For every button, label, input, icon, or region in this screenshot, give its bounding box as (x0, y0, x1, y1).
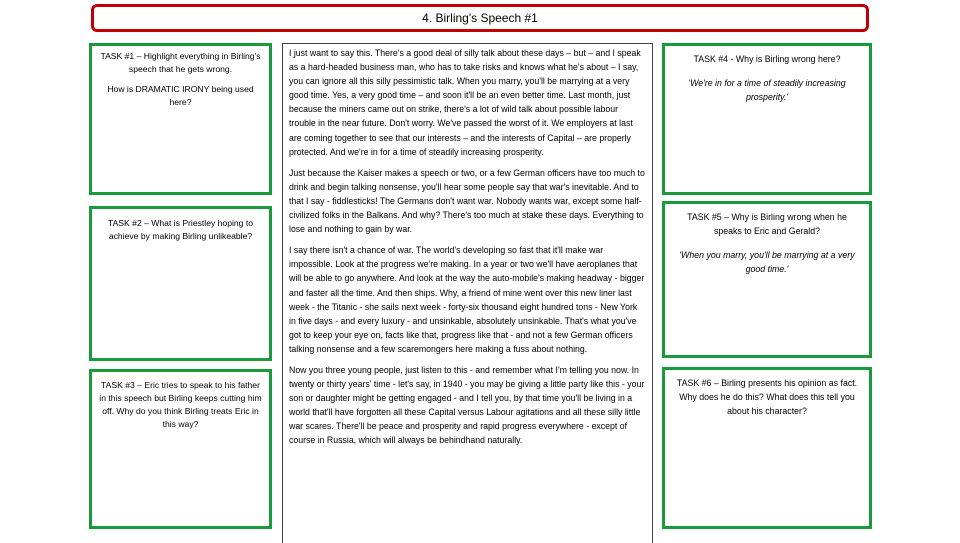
speech-paragraph-3: I say there isn't a chance of war. The world's developing so fast that it'll make war impossible. Look at the progress we're making. In a year or two we'll have aeroplanes that will be able to go anywhere. And look at the way the auto-mobile's making headway - bigger and faster all the time. And then ships. Why, a friend of mine went over this new liner last week - the Titanic - she sails next week - forty-six thousand eight hundred tons - New York in five days - and every luxury - and unsinkable, absolutely unsinkable. That's what you've got to keep your eye on, facts like that, progress like that - and not a few German officers talking nonsense and a few scaremongers here making a fuss about nothing. (289, 245, 645, 354)
task-4-quote: 'We're in for a time of steadily increasing prosperity.' (688, 78, 846, 102)
task-2-text: TASK #2 – What is Priestley hoping to achieve by making Birling unlikeable? (107, 218, 254, 241)
task-5-text: TASK #5 – Why is Birling wrong when he speaks to Eric and Gerald? (687, 212, 847, 236)
task-4-text: TASK #4 - Why is Birling wrong here? (693, 54, 841, 64)
task-6-text: TASK #6 – Birling presents his opinion as fact. Why does he do this? What does this tell you about his character? (676, 378, 858, 416)
speech-paragraph-4: Now you three young people, just listen to this - and remember what I'm telling you now. In twenty or thirty years' time - let's say, in 1940 - you may be giving a little party like this - your son or daughter might be getting engaged - and I tell you, by that time you'll be living in a world that'll have forgotten all these Capital versus Labour agitations and all these silly little war scares. There'll be peace and prosperity and rapid progress everywhere - except of course in Russia, which will always be behindhand naturally. (289, 364, 645, 446)
task-4-box (662, 43, 872, 195)
speech-text-box (282, 43, 653, 543)
task-2-box (89, 206, 272, 361)
task-3-text: TASK #3 – Eric tries to speak to his father in this speech but Birling keeps cutting him off. Why do you think Birling treats Eric in this way? (99, 380, 262, 429)
task-6-box (662, 367, 872, 529)
task-5-quote: 'When you marry, you'll be marrying at a very good time.' (679, 250, 855, 274)
task-5-box (662, 201, 872, 358)
task-3-box (89, 369, 272, 529)
title-banner (91, 4, 869, 32)
page-title: 4. Birling's Speech #1 (422, 11, 538, 25)
speech-paragraph-2: Just because the Kaiser makes a speech or two, or a few German officers have too much to drink and begin talking nonsense, you'll hear some people say that war's inevitable. And to that I say - fiddlesticks! The Germans don't want war. Nobody wants war, except some half-civilized folks in the Balkans. And why? There's too much at stake these days. Everything to lose and nothing to gain by war. (289, 167, 645, 235)
task-1-question: How is DRAMATIC IRONY being used here? (107, 84, 254, 107)
task-1-box (89, 43, 272, 195)
speech-paragraph-1: I just want to say this. There's a good deal of silly talk about these days – but – and I speak as a hard-headed business man, who has to take risks and knows what he's about – I say, you can ignore all this silly pessimistic talk. When you marry, you'll be marrying at a very good time. Yes, a very good time – and soon it'll be an even better time. Last month, just because the miners came out on strike, there's a lot of wild talk about possible labour trouble in the near future. Don't worry. We've passed the worst of it. We employers at last are coming together to see that our interests – and the interests of Capital – are properly protected. And we're in for a time of steadily increasing prosperity. (289, 48, 641, 157)
task-1-text: TASK #1 – Highlight everything in Birling's speech that he gets wrong. (100, 51, 261, 74)
